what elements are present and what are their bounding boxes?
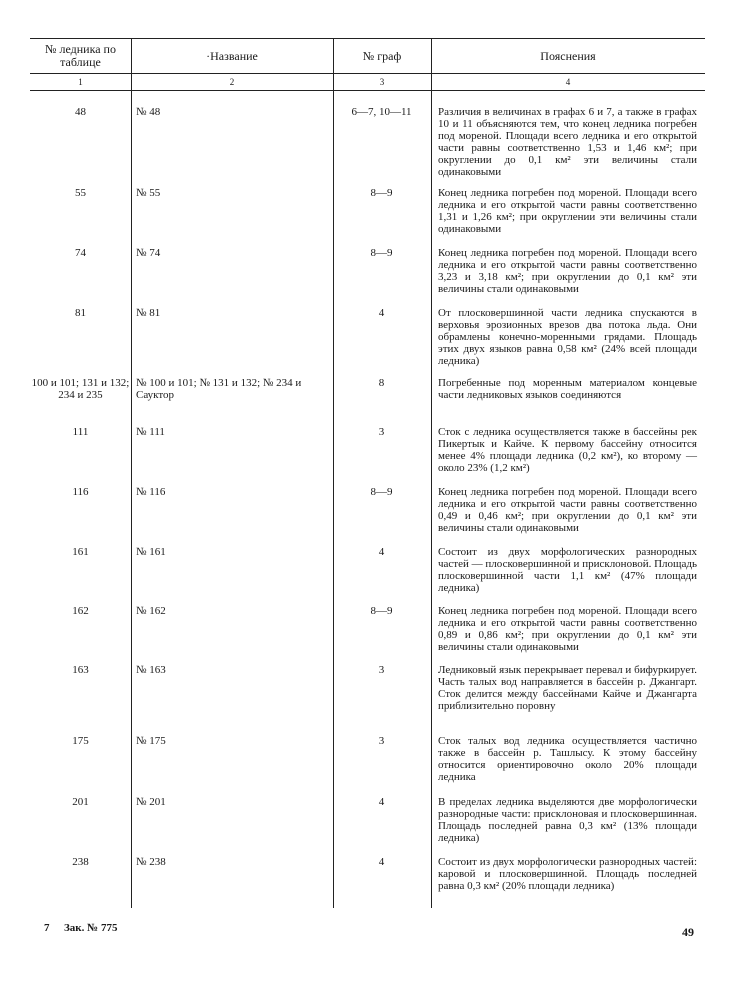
row-100-number: 100 и 101; 131 и 132; 234 и 235 xyxy=(31,377,130,401)
row-163-columns: 3 xyxy=(378,664,385,676)
row-111-columns: 3 xyxy=(378,426,385,438)
row-81-columns: 4 xyxy=(378,307,385,319)
header-col-columns: № граф xyxy=(362,48,402,63)
col-number-2: 2 xyxy=(229,77,235,87)
page-number: 49 xyxy=(682,925,694,939)
row-201-note: В пределах ледника выделяются две морфологически разнородные части: присклоновая и плосковершинная. Площадь последней равна 0,3 км² (13% площади ледника) xyxy=(438,796,697,844)
footer-order-number: Зак. № 775 xyxy=(64,922,118,934)
row-55-columns: 8—9 xyxy=(370,187,393,199)
row-163-note: Ледниковый язык перекрывает перевал и бифуркирует. Часть талых вод направляется в бассейн р. Джангарт. Сток делится между бассейнами Кайче и Джангарта приблизительно поровну xyxy=(438,664,697,712)
row-201-name: № 201 xyxy=(136,796,166,808)
column-divider-2 xyxy=(333,38,334,908)
row-55-number: 55 xyxy=(75,187,86,199)
row-48-name: № 48 xyxy=(136,106,161,118)
row-116-number: 116 xyxy=(72,486,89,498)
row-161-name: № 161 xyxy=(136,546,166,558)
row-116-note: Конец ледника погребен под мореной. Площади всего ледника и его открытой части равны соответственно 0,49 и 0,46 км²; при округлении до 0,1 км² эти величины стали одинаковыми xyxy=(438,486,697,534)
row-111-name: № 111 xyxy=(136,426,165,438)
row-238-columns: 4 xyxy=(378,856,385,868)
col-number-4: 4 xyxy=(565,77,571,87)
col-number-1: 1 xyxy=(78,77,83,87)
row-175-name: № 175 xyxy=(136,735,166,747)
row-55-note: Конец ледника погребен под мореной. Площади всего ледника и его открытой части равны соответственно 1,31 и 1,26 км²; при округлении эти величины стали одинаковыми xyxy=(438,187,697,235)
row-74-name: № 74 xyxy=(136,247,161,259)
row-175-note: Сток талых вод ледника осуществляется частично также в бассейн р. Ташлысу. К этому бассейну относится ориентировочно около 20% площади ледника xyxy=(438,735,697,783)
row-162-columns: 8—9 xyxy=(370,605,393,617)
row-74-number: 74 xyxy=(75,247,86,259)
header-col-number: № ледника по таблице xyxy=(45,42,116,69)
row-238-number: 238 xyxy=(72,856,89,868)
row-81-number: 81 xyxy=(75,307,86,319)
row-48-number: 48 xyxy=(75,106,86,118)
row-201-columns: 4 xyxy=(378,796,385,808)
row-162-name: № 162 xyxy=(136,605,166,617)
row-111-note: Сток с ледника осуществляется также в бассейны рек Пикертык и Кайче. К первому бассейну относится менее 4% площади ледника (0,2 км²), ко второму — около 23% (1,2 км²) xyxy=(438,426,697,474)
row-100-columns: 8 xyxy=(378,377,385,389)
row-81-name: № 81 xyxy=(136,307,161,319)
row-162-number: 162 xyxy=(72,605,89,617)
row-100-note: Погребенные под моренным материалом концевые части ледниковых языков соединяются xyxy=(438,377,697,401)
row-175-columns: 3 xyxy=(378,735,385,747)
row-163-number: 163 xyxy=(72,664,89,676)
row-74-columns: 8—9 xyxy=(370,247,393,259)
row-116-columns: 8—9 xyxy=(370,486,393,498)
row-162-note: Конец ледника погребен под мореной. Площади всего ледника и его открытой части равны соответственно 0,89 и 0,86 км²; при округлении до 0,1 км² эти величины стали одинаковыми xyxy=(438,605,697,653)
column-divider-1 xyxy=(131,38,132,908)
header-col-name: ·Название xyxy=(206,48,258,63)
row-175-number: 175 xyxy=(72,735,89,747)
header-col-notes: Пояснения xyxy=(540,48,596,63)
row-100-name: № 100 и 101; № 131 и 132; № 234 и Сауктор xyxy=(136,377,302,401)
row-81-note: От плосковершинной части ледника спускаются в верховья эрозионных врезов два потока льда. Они обрамлены конечно-моренными грядами. Площадь этих двух языков равна 0,58 км² (24% всей площади ледника) xyxy=(438,307,697,367)
row-111-number: 111 xyxy=(72,426,89,438)
col-number-3: 3 xyxy=(379,77,385,87)
row-161-note: Состоит из двух морфологических разнородных частей — плосковершинной и присклоновой. Площадь плосковершинной части 1,1 км² (47% площади ледника) xyxy=(438,546,697,594)
footer-signature-number: 7 xyxy=(44,922,50,934)
row-48-columns: 6—7, 10—11 xyxy=(351,106,412,118)
row-238-note: Состоит из двух морфологически разнородных частей: каровой и плосковершинной. Площадь последней равна 0,3 км² (20% площади ледника) xyxy=(438,856,697,892)
row-116-name: № 116 xyxy=(136,486,166,498)
row-238-name: № 238 xyxy=(136,856,166,868)
row-201-number: 201 xyxy=(72,796,89,808)
row-48-note: Различия в величинах в графах 6 и 7, а также в графах 10 и 11 объясняются тем, что конец ледника погребен под мореной. Площади всего ледника и его открытой части равны соответственно 1,53 и 1,46 км²; при округлении до 0,1 км² эти величины стали одинаковыми xyxy=(438,106,697,178)
row-161-columns: 4 xyxy=(378,546,385,558)
row-55-name: № 55 xyxy=(136,187,161,199)
row-74-note: Конец ледника погребен под мореной. Площади всего ледника и его открытой части равны соответственно 3,23 и 3,18 км²; при округлении до 0,1 км² эти величины стали одинаковыми xyxy=(438,247,697,295)
row-163-name: № 163 xyxy=(136,664,166,676)
row-161-number: 161 xyxy=(72,546,89,558)
column-divider-3 xyxy=(431,38,432,908)
